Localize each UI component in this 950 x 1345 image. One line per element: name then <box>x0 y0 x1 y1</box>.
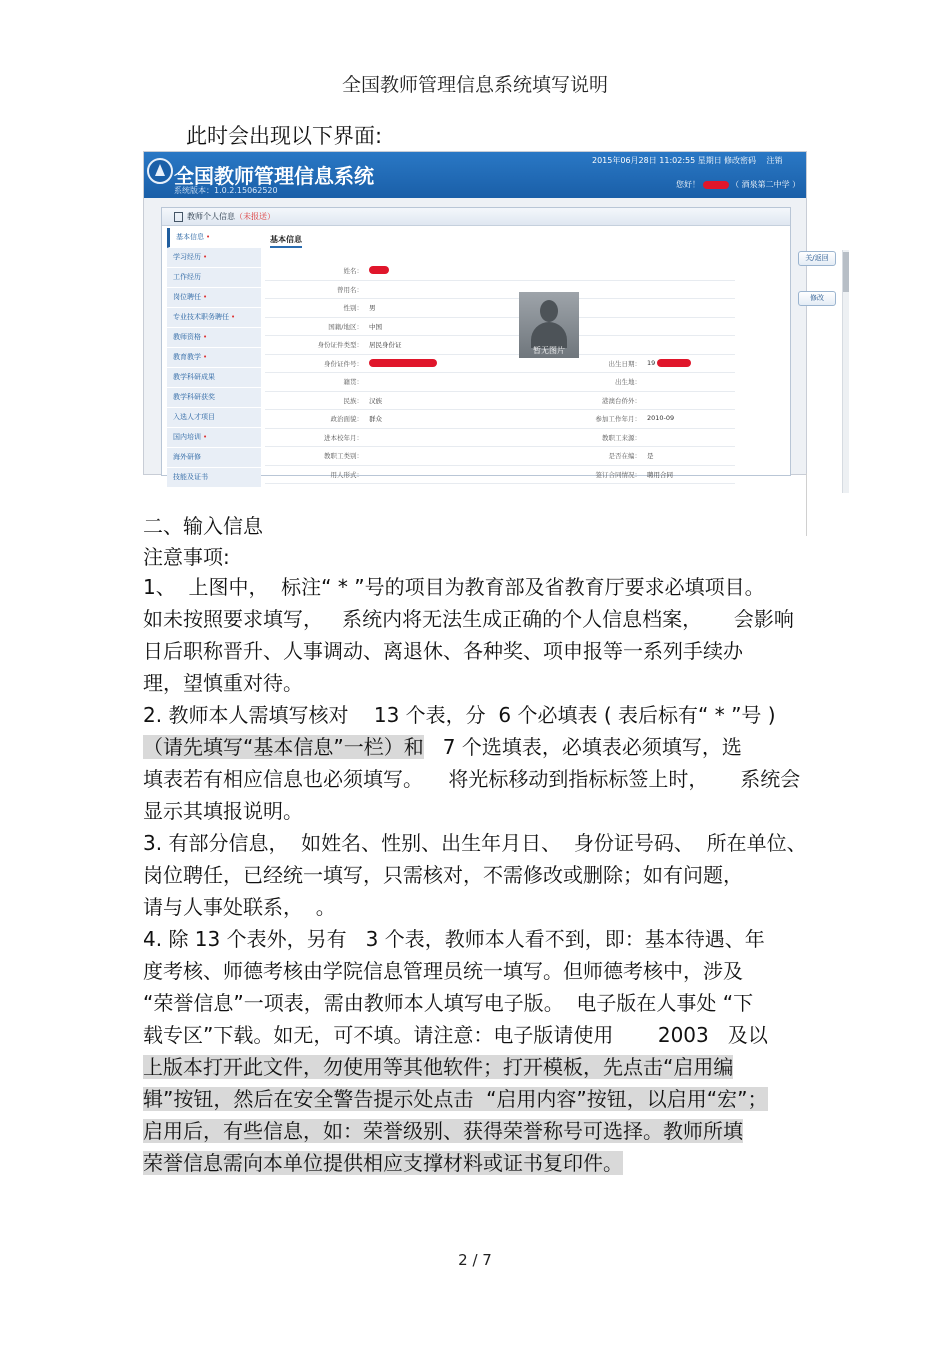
field-label: 港澳台侨外： <box>602 396 641 405</box>
table-row <box>265 392 735 411</box>
note-line: 4. 除 13 个表外，另有 3 个表，教师本人看不到，即：基本待遇、年 <box>143 927 765 951</box>
sidebar-item[interactable] <box>167 428 261 448</box>
sidebar-item-label: 专业技术职务聘任 <box>173 313 229 321</box>
note-line: 如未按照要求填写， 系统内将无法生成正确的个人信息档案， 会影响 <box>143 607 794 631</box>
note-1 <box>143 571 813 699</box>
sidebar-item[interactable] <box>167 368 261 388</box>
required-marker: • <box>203 433 208 441</box>
page-number: 2 / 7 <box>458 1251 492 1269</box>
sidebar-item-label: 教学科研成果 <box>173 373 215 381</box>
panel-title-text: 教师个人信息 <box>187 212 235 221</box>
field-value[interactable]: 聘用合同 <box>647 470 673 479</box>
field-label: 进本校年月： <box>324 433 363 442</box>
sidebar-item-label: 岗位聘任 <box>173 293 201 301</box>
note-line: 2. 教师本人需填写核对 13 个表，分 6 个必填表 ( 表后标有“ * ”号 ) <box>143 703 776 727</box>
note-line: 请与人事处联系， 。 <box>143 895 336 919</box>
field-label: 籍贯： <box>343 378 363 386</box>
sidebar-item-label: 工作经历 <box>173 273 201 281</box>
field-label: 民族： <box>343 396 363 405</box>
field-label: 政治面貌： <box>330 415 363 423</box>
note-line <box>143 1051 813 1083</box>
sidebar-item-label: 学习经历 <box>173 253 201 261</box>
note-line: 显示其填报说明。 <box>143 799 303 823</box>
divider-line <box>806 473 807 536</box>
field-value[interactable]: 是 <box>647 452 654 460</box>
required-marker: • <box>203 293 208 301</box>
note-line: 3. 有部分信息， 如姓名、性别、出生年月日、 身份证号码、 所在单位、 <box>143 831 807 855</box>
required-marker: • <box>231 313 236 321</box>
highlighted-text: 荣誉信息需向本单位提供相应支撑材料或证书复印件。 <box>143 1151 623 1175</box>
sidebar-item-label: 教学科研获奖 <box>173 393 215 401</box>
redacted-id-number <box>369 359 437 367</box>
sidebar-item-label: 教育教学 <box>173 353 201 361</box>
field-label: 是否在编： <box>608 452 641 460</box>
field-value[interactable]: 19 <box>647 358 656 367</box>
sidebar-item[interactable] <box>167 468 261 488</box>
sidebar-item-label: 教师资格 <box>173 333 201 341</box>
sidebar-item[interactable] <box>167 408 261 428</box>
basic-info-table <box>265 262 735 484</box>
field-label: 参加工作年月： <box>595 415 641 423</box>
greeting-text: 您好！ <box>676 180 700 189</box>
table-row <box>265 336 735 355</box>
field-label: 出生日期： <box>608 359 641 368</box>
field-label: 身份证件号： <box>324 359 363 368</box>
table-row <box>265 318 735 337</box>
photo-caption: 暂无图片 <box>533 346 565 355</box>
required-marker: • <box>206 233 211 241</box>
sidebar-item[interactable] <box>167 288 261 308</box>
notes-heading: 注意事项: <box>143 545 230 569</box>
note-line: 1、 上图中， 标注“ * ”号的项目为教育部及省教育厅要求必填项目。 <box>143 575 765 599</box>
header-actions <box>724 155 791 166</box>
field-value[interactable]: 居民身份证 <box>369 341 402 349</box>
note-2 <box>143 699 813 827</box>
field-label: 教职工来源： <box>602 433 641 442</box>
sidebar-item[interactable] <box>167 248 261 268</box>
note-line: 填表若有相应信息也必须填写。 将光标移动到指标标签上时， 系统会 <box>143 767 801 791</box>
table-row <box>265 281 735 300</box>
field-label: 身份证件类型： <box>317 341 363 349</box>
table-row <box>265 373 735 392</box>
logo-icon <box>147 158 173 184</box>
sidebar-item-label: 技能及证书 <box>173 473 208 481</box>
panel-status: （未报送） <box>235 212 275 221</box>
teacher-info-panel <box>161 207 829 481</box>
scrollbar[interactable] <box>842 250 849 493</box>
highlighted-text: 上版本打开此文件，勿使用等其他软件；打开模板，先点击“启用编 <box>143 1055 734 1079</box>
section-heading: 二、输入信息 <box>143 514 263 538</box>
return-button[interactable]: 关/返回 <box>798 251 836 266</box>
photo-placeholder <box>519 292 579 358</box>
table-row <box>265 410 735 429</box>
note-line: 理，望慎重对待。 <box>143 671 303 695</box>
school-name: （ 酒泉第二中学 ） <box>731 180 801 189</box>
field-value[interactable]: 2010-09 <box>647 414 675 422</box>
table-row <box>265 429 735 448</box>
sidebar-item-label: 国内培训 <box>173 433 201 441</box>
document-icon <box>174 212 183 222</box>
system-version: 系统版本：1.0.2.15062520 <box>174 186 278 195</box>
note-line: 岗位聘任，已经统一填写，只需核对，不需修改或删除；如有问题， <box>143 863 743 887</box>
field-label: 出生地： <box>615 378 641 386</box>
table-row <box>265 466 735 485</box>
sidebar-item[interactable] <box>167 388 261 408</box>
sidebar-item[interactable] <box>167 348 261 368</box>
redacted-name <box>369 266 389 274</box>
change-password-link[interactable]: 修改密码 <box>724 156 756 165</box>
system-datetime: 2015年06月28日 11:02:55 星期日 <box>592 156 722 165</box>
note-line <box>143 1115 813 1147</box>
panel-title <box>162 208 790 226</box>
system-header <box>144 152 806 198</box>
note-line <box>143 1147 813 1179</box>
basic-info-content <box>265 228 829 479</box>
avatar-head-icon <box>540 300 558 322</box>
note-line: 度考核、师德考核由学院信息管理员统一填写。但师德考核中，涉及 <box>143 959 743 983</box>
note-line <box>143 1083 813 1115</box>
note-line: “荣誉信息”一项表，需由教师本人填写电子版。 电子版在人事处 “下 <box>143 991 754 1015</box>
document-title: 全国教师管理信息系统填写说明 <box>341 74 608 96</box>
required-marker: • <box>203 253 208 261</box>
sidebar-item[interactable] <box>167 268 261 288</box>
redacted-username <box>703 181 729 189</box>
intro-text: 此时会出现以下界面: <box>186 124 383 148</box>
note-line-rest: 7 个选填表，必填表必须填写，选 <box>423 735 742 759</box>
field-value[interactable]: 中国 <box>369 322 382 331</box>
note-3 <box>143 827 813 923</box>
sidebar-item[interactable] <box>167 328 261 348</box>
highlighted-text: 辑”按钮，然后在安全警告提示处点击 “启用内容”按钮，以启用“宏”； <box>143 1087 768 1111</box>
note-line <box>143 731 813 763</box>
field-value[interactable]: 汉族 <box>369 396 382 405</box>
note-line: 载专区”下载。如无，可不填。请注意：电子版请使用 2003 及以 <box>143 1023 768 1047</box>
field-label: 签订合同情况： <box>595 470 641 479</box>
sidebar-item-label: 入选人才项目 <box>173 413 215 421</box>
sidebar-item[interactable] <box>167 228 261 248</box>
field-value[interactable]: 男 <box>369 304 376 312</box>
note-line: 日后职称晋升、人事调动、离退休、各种奖、项申报等一系列手续办 <box>143 639 743 663</box>
table-row <box>265 299 735 318</box>
table-row <box>265 447 735 466</box>
system-screenshot <box>143 151 829 481</box>
tab-basic-info[interactable]: 基本信息 <box>270 234 302 248</box>
sidebar-item[interactable] <box>167 448 261 468</box>
field-label: 国籍/地区： <box>328 322 363 331</box>
highlighted-text: （请先填写“基本信息”一栏）和 <box>143 735 424 759</box>
field-value[interactable]: 群众 <box>369 415 382 423</box>
logout-link[interactable]: 注销 <box>766 156 783 165</box>
sidebar-item-label: 基本信息 <box>176 233 204 241</box>
field-label: 用人形式： <box>330 470 363 479</box>
required-marker: • <box>203 333 208 341</box>
highlighted-text: 启用后，有些信息，如：荣誉级别、获得荣誉称号可选择。教师所填 <box>143 1119 743 1143</box>
note-4 <box>143 923 813 1179</box>
field-label: 教职工类别： <box>324 452 363 460</box>
redacted-birthdate <box>657 359 691 367</box>
scrollbar-thumb[interactable] <box>843 252 849 292</box>
required-marker: • <box>203 353 208 361</box>
sidebar-item[interactable] <box>167 308 261 328</box>
table-row <box>265 355 735 374</box>
sidebar-item-label: 海外研修 <box>173 453 201 461</box>
edit-button[interactable]: 修改 <box>798 291 836 306</box>
system-name: 全国教师管理信息系统 <box>174 164 374 188</box>
field-label: 姓名： <box>343 267 363 275</box>
field-label: 性别： <box>343 304 363 312</box>
table-row <box>265 262 735 281</box>
info-sidebar <box>167 228 261 481</box>
user-greeting <box>676 179 800 190</box>
field-label: 曾用名： <box>337 285 363 294</box>
